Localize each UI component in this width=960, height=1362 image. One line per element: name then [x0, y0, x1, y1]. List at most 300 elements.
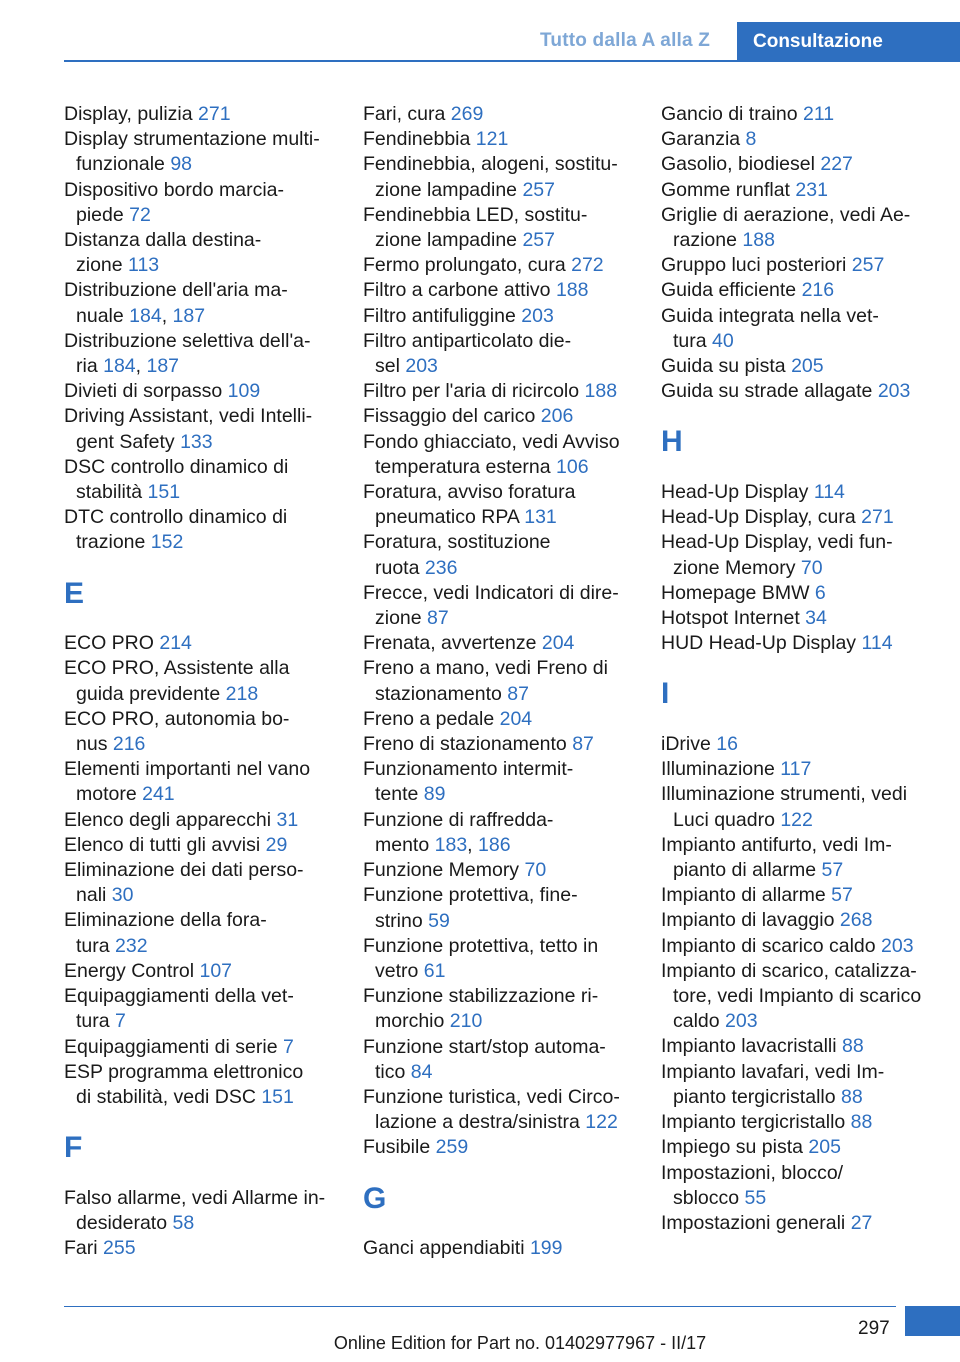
index-term: stazionamento	[375, 682, 508, 705]
index-entry	[363, 278, 641, 303]
index-term: sel	[375, 355, 406, 378]
page-link[interactable]: 186	[478, 833, 511, 856]
page-link[interactable]: 241	[142, 783, 175, 806]
index-term: Fermo prolungato, cura	[363, 254, 572, 277]
index-term: Elenco di tutti gli avvisi	[64, 833, 266, 856]
page-link[interactable]: 203	[877, 380, 911, 403]
page-link[interactable]: 216	[801, 279, 835, 302]
page-link[interactable]: 210	[449, 1010, 483, 1033]
page-link[interactable]: 204	[499, 707, 533, 730]
page-link[interactable]: 70	[800, 556, 823, 579]
index-term: vetro	[375, 959, 424, 982]
index-term: Illuminazione strumenti, vedi	[661, 783, 908, 806]
page-link[interactable]: 218	[225, 682, 259, 705]
index-term: Dispositivo bordo marcia-	[64, 178, 284, 201]
index-term: Freno di stazionamento	[363, 733, 573, 756]
page-link[interactable]: 205	[808, 1136, 841, 1159]
index-term: Impostazioni, blocco/	[661, 1161, 844, 1184]
index-term: Fendinebbia	[363, 128, 476, 151]
page-link[interactable]: 88	[841, 1035, 864, 1058]
page-link[interactable]: 203	[521, 304, 554, 327]
index-entry	[64, 707, 342, 757]
index-entry	[363, 379, 641, 404]
index-term: HUD Head-Up Display	[661, 632, 862, 655]
index-entry	[661, 253, 951, 278]
page-link[interactable]: 183	[434, 833, 468, 856]
index-term: motore	[76, 783, 143, 806]
index-term: Luci quadro	[673, 808, 781, 831]
page-link[interactable]: 114	[861, 632, 893, 655]
index-term: Elenco degli apparecchi	[64, 808, 277, 831]
index-entry	[363, 1236, 641, 1261]
page-link[interactable]: 72	[129, 203, 151, 226]
index-entry	[661, 480, 951, 505]
index-term: Fondo ghiacciato, vedi Avviso	[363, 430, 620, 453]
index-entry	[64, 1035, 342, 1060]
index-entry	[363, 404, 641, 429]
page-link[interactable]: 98	[170, 153, 193, 176]
index-entry	[64, 127, 342, 177]
index-entry	[661, 606, 951, 631]
page-link[interactable]: 31	[276, 808, 299, 831]
page-number: 297	[858, 1318, 890, 1339]
index-term: nus	[76, 733, 113, 756]
section-letter: F	[64, 1131, 83, 1165]
page-link[interactable]: 113	[128, 254, 160, 277]
page-link[interactable]: 114	[813, 481, 845, 504]
index-term: Display strumentazione multi-	[64, 128, 320, 151]
page-link[interactable]: 271	[861, 506, 894, 529]
page-link[interactable]: 30	[111, 884, 134, 907]
section-letter: I	[661, 677, 670, 711]
page-link[interactable]: 214	[159, 632, 192, 655]
index-term: pneumatico RPA	[375, 506, 525, 529]
index-entry	[363, 329, 641, 379]
page-link[interactable]: 59	[428, 909, 450, 932]
index-term: Gruppo luci posteriori	[661, 254, 852, 277]
index-term: Impianto di scarico caldo	[661, 934, 882, 957]
page-link[interactable]: 121	[475, 128, 509, 151]
index-entry	[661, 127, 951, 152]
index-term: Guida integrata nella vet-	[661, 304, 879, 327]
index-term: Falso allarme, vedi Allarme in-	[64, 1186, 326, 1209]
index-entry	[661, 1060, 951, 1110]
index-term: tente	[375, 783, 424, 806]
index-term: Hotspot Internet	[661, 607, 806, 630]
index-term: Gasolio, biodiesel	[661, 153, 821, 176]
section-letter: H	[661, 425, 683, 459]
page-link[interactable]: 205	[791, 355, 824, 378]
page-link[interactable]: 87	[427, 607, 449, 630]
index-term: Filtro antiparticolato die-	[363, 329, 572, 352]
index-term: ria	[76, 355, 104, 378]
index-entry	[661, 505, 951, 530]
index-entry	[64, 908, 342, 958]
index-term: Eliminazione della fora-	[64, 909, 267, 932]
section-title: Tutto dalla A alla Z	[540, 30, 711, 51]
index-term: tore, vedi Impianto di scarico	[673, 985, 922, 1008]
index-term: ECO PRO	[64, 632, 160, 655]
index-term: Illuminazione	[661, 758, 781, 781]
index-term: tura	[76, 1010, 116, 1033]
index-entry	[64, 984, 342, 1034]
index-entry	[661, 178, 951, 203]
index-term: Frecce, vedi Indicatori di dire-	[363, 581, 619, 604]
index-term: Funzione start/stop automa-	[363, 1035, 606, 1058]
index-entry	[363, 984, 641, 1034]
index-term: zione lampadine	[375, 229, 523, 252]
index-entry	[363, 858, 641, 883]
index-term: iDrive	[661, 733, 717, 756]
index-term: zione	[375, 607, 428, 630]
page-link[interactable]: 188	[584, 380, 618, 403]
index-term: Garanzia	[661, 128, 746, 151]
index-entry	[661, 304, 951, 354]
index-term: Funzione protettiva, tetto in	[363, 934, 599, 957]
index-term: Eliminazione dei dati perso-	[64, 859, 304, 882]
index-term: Impianto antifurto, vedi Im-	[661, 833, 892, 856]
index-entry	[363, 934, 641, 984]
index-term: Guida su pista	[661, 355, 792, 378]
page-link[interactable]: 40	[712, 329, 734, 352]
index-term: Distanza dalla destina-	[64, 229, 262, 252]
footer-rule	[64, 1306, 896, 1307]
index-term: Distribuzione selettiva dell'a-	[64, 329, 311, 352]
index-entry	[64, 505, 342, 555]
index-entry	[64, 631, 342, 656]
index-entry	[363, 530, 641, 580]
page-link[interactable]: 257	[522, 229, 555, 252]
index-entry	[661, 1110, 951, 1135]
index-entry	[64, 808, 342, 833]
index-entry	[363, 581, 641, 631]
index-term: Impianto di allarme	[661, 884, 832, 907]
index-entry	[64, 178, 342, 228]
index-term: lazione a destra/sinistra	[375, 1111, 586, 1134]
index-term: Funzione stabilizzazione ri-	[363, 985, 599, 1008]
index-entry	[363, 203, 641, 253]
index-column-2	[363, 102, 641, 1261]
index-entry	[363, 656, 641, 706]
index-term: Head-Up Display, cura	[661, 506, 862, 529]
page-link[interactable]: 257	[522, 178, 555, 201]
index-entry	[64, 1060, 342, 1110]
page-link[interactable]: 232	[115, 934, 148, 957]
index-term: Equipaggiamenti di serie	[64, 1035, 283, 1058]
page-link[interactable]: 269	[450, 103, 484, 125]
page-link[interactable]: 88	[841, 1085, 863, 1108]
index-term: gent Safety	[76, 430, 181, 453]
index-entry	[64, 102, 342, 127]
index-entry	[661, 1034, 951, 1059]
index-term: Driving Assistant, vedi Intelli-	[64, 405, 313, 428]
page-link[interactable]: 203	[881, 934, 914, 957]
page-link[interactable]: 87	[507, 682, 529, 705]
index-term: mento	[375, 833, 435, 856]
index-entry	[64, 1236, 342, 1261]
index-term: Filtro per l'aria di ricircolo	[363, 380, 585, 403]
page-link[interactable]: 151	[147, 481, 181, 504]
page-link[interactable]: 203	[725, 1010, 758, 1033]
index-entry	[64, 404, 342, 454]
index-entry	[363, 883, 641, 933]
index-entry	[661, 581, 951, 606]
index-term: DTC controllo dinamico di	[64, 506, 288, 529]
index-term: Freno a pedale	[363, 707, 500, 730]
page-link[interactable]: 199	[529, 1237, 563, 1260]
page-link[interactable]: 58	[172, 1211, 195, 1234]
index-term: tura	[76, 934, 116, 957]
index-term: temperatura esterna	[375, 455, 557, 478]
index-term: pianto tergicristallo	[673, 1085, 841, 1108]
index-term: Foratura, avviso foratura	[363, 481, 576, 504]
index-entry	[64, 656, 342, 706]
index-term: Fendinebbia, alogeni, sostitu-	[363, 153, 618, 176]
index-term: Funzionamento intermit-	[363, 758, 574, 781]
page-link[interactable]: 188	[742, 229, 775, 252]
index-term: Head-Up Display	[661, 481, 814, 504]
index-term: Funzione turistica, vedi Circo-	[363, 1085, 620, 1108]
page-link[interactable]: 227	[820, 153, 853, 176]
page-link[interactable]: 231	[795, 178, 828, 201]
page-link[interactable]: 133	[180, 430, 213, 453]
page-link[interactable]: 84	[410, 1060, 433, 1083]
page-link[interactable]: 184	[129, 304, 162, 327]
index-term: Guida efficiente	[661, 279, 802, 302]
page-link[interactable]: 61	[423, 959, 446, 982]
index-term: Griglie di aerazione, vedi Ae-	[661, 203, 911, 226]
index-term: Fari, cura	[363, 103, 451, 125]
page-link[interactable]: 268	[839, 909, 873, 932]
index-term: Elementi importanti nel vano	[64, 758, 311, 781]
index-entry	[661, 278, 951, 303]
page-link[interactable]: 107	[199, 959, 233, 982]
index-column-1	[64, 102, 342, 1261]
index-term: Impiego su pista	[661, 1136, 809, 1159]
index-entry: Distribuzione dell'aria ma- nuale 184, 187	[64, 279, 288, 327]
index-entry	[661, 530, 951, 580]
index-term: zione Memory	[673, 556, 801, 579]
index-term: morchio	[375, 1010, 450, 1033]
page-link[interactable]: 27	[850, 1211, 873, 1234]
index-term: Energy Control	[64, 959, 200, 982]
index-entry	[363, 430, 641, 480]
page-link[interactable]: 206	[540, 405, 574, 428]
index-entry	[661, 1161, 951, 1211]
index-entry	[64, 959, 342, 984]
index-term: strino	[375, 909, 429, 932]
index-entry	[363, 732, 641, 757]
index-term: ESP programma elettronico	[64, 1060, 304, 1083]
index-term: Homepage BMW	[661, 581, 815, 604]
index-term: guida previdente	[76, 682, 226, 705]
page-link[interactable]: 57	[831, 884, 853, 907]
index-term: tico	[375, 1060, 411, 1083]
page-header	[0, 0, 960, 62]
page-link[interactable]: 271	[198, 103, 231, 125]
index-term: Filtro a carbone attivo	[363, 279, 556, 302]
page-link[interactable]: 187	[146, 355, 180, 378]
page-link[interactable]: 8	[745, 128, 757, 151]
page-link[interactable]: 211	[803, 103, 835, 125]
index-term: sblocco	[673, 1186, 745, 1209]
page-link[interactable]: 122	[585, 1111, 618, 1134]
page-link[interactable]: 29	[265, 833, 288, 856]
section-letter: G	[363, 1181, 387, 1215]
index-term: Foratura, sostituzione	[363, 531, 551, 554]
index-term: zione lampadine	[375, 178, 523, 201]
index-entry	[363, 1085, 641, 1135]
index-entry	[64, 858, 342, 908]
index-entry	[661, 732, 951, 757]
index-term: Funzione di raffredda-	[363, 808, 554, 831]
page-link[interactable]: 57	[821, 859, 844, 882]
index-entry	[661, 782, 951, 832]
page-link[interactable]: 272	[571, 254, 604, 277]
index-term: trazione	[76, 531, 151, 554]
page-link[interactable]: 55	[744, 1186, 767, 1209]
index-term: nuale	[76, 304, 130, 327]
page-link[interactable]: 259	[435, 1136, 469, 1159]
index-term: Head-Up Display, vedi fun-	[661, 531, 893, 554]
page-link[interactable]: 7	[282, 1035, 294, 1058]
index-term: Fusibile	[363, 1136, 436, 1159]
edition-note: Online Edition for Part no. 01402977967 - II/17	[333, 1333, 707, 1353]
index-entry	[661, 1211, 951, 1236]
index-entry	[64, 379, 342, 404]
page-link[interactable]: 122	[780, 808, 813, 831]
index-term: Fissaggio del carico	[363, 405, 541, 428]
index-term: ruota	[375, 556, 425, 579]
page-link[interactable]: 131	[524, 506, 557, 529]
index-term: ECO PRO, autonomia bo-	[64, 707, 290, 730]
index-term: Funzione protettiva, fine-	[363, 884, 578, 907]
page-link[interactable]: 106	[556, 455, 589, 478]
index-term: nali	[76, 884, 112, 907]
index-entry	[64, 1186, 342, 1236]
index-term: Ganci appendiabiti	[363, 1237, 530, 1260]
index-entry	[363, 480, 641, 530]
index-term: Divieti di sorpasso	[64, 380, 228, 403]
index-entry	[661, 102, 951, 127]
page-link[interactable]: 203	[405, 355, 438, 378]
index-entry: Funzione di raffredda- mento 183, 186	[363, 808, 554, 856]
index-term: zione	[76, 254, 129, 277]
index-entry	[363, 304, 641, 329]
index-term: Impianto lavacristalli	[661, 1035, 842, 1058]
header-rule	[64, 60, 738, 62]
index-term: Gancio di traino	[661, 103, 803, 125]
page-link[interactable]: 151	[261, 1085, 294, 1108]
index-entry	[363, 707, 641, 732]
index-term: Impostazioni generali	[661, 1211, 851, 1234]
index-entry	[363, 1035, 641, 1085]
index-term: pianto di allarme	[673, 859, 822, 882]
page-link[interactable]: 117	[780, 758, 812, 781]
index-entry	[661, 152, 951, 177]
index-term: DSC controllo dinamico di	[64, 455, 289, 478]
index-term: stabilità	[76, 481, 148, 504]
index-column-3	[661, 102, 951, 1236]
page-link[interactable]: 109	[227, 380, 261, 403]
index-term: ECO PRO, Assistente alla	[64, 657, 290, 680]
index-term: Gomme runflat	[661, 178, 796, 201]
index-term: Equipaggiamenti della vet-	[64, 985, 294, 1008]
index-entry	[661, 631, 951, 656]
page-link[interactable]: 216	[112, 733, 146, 756]
index-term: Impianto di scarico, catalizza-	[661, 959, 917, 982]
index-entry	[661, 757, 951, 782]
index-term: Freno a mano, vedi Freno di	[363, 657, 608, 680]
page-link[interactable]: 87	[572, 733, 594, 756]
page-link[interactable]: 16	[716, 733, 738, 756]
index-entry	[661, 1135, 951, 1160]
index-entry	[363, 127, 641, 152]
index-entry	[661, 883, 951, 908]
index-term: Fendinebbia LED, sostitu-	[363, 203, 588, 226]
index-term: Impianto lavafari, vedi Im-	[661, 1060, 885, 1083]
index-term: Distribuzione dell'aria ma-	[64, 279, 288, 302]
index-entry: Distribuzione selettiva dell'a- ria 184, 187	[64, 329, 311, 378]
index-entry	[661, 833, 951, 883]
index-term: Fari	[64, 1237, 103, 1260]
page-link[interactable]: 188	[555, 279, 589, 302]
index-entry	[661, 908, 951, 933]
index-entry	[661, 934, 951, 959]
index-term: Display, pulizia	[64, 103, 199, 125]
index-term: di stabilità, vedi DSC	[76, 1085, 262, 1108]
index-term: Impianto di lavaggio	[661, 909, 840, 932]
page-link[interactable]: 34	[805, 607, 827, 630]
index-entry	[363, 253, 641, 278]
index-entry	[363, 102, 641, 127]
index-entry	[64, 228, 342, 278]
page-link[interactable]: 184	[103, 355, 136, 378]
index-entry	[363, 1135, 641, 1160]
index-term: Frenata, avvertenze	[363, 632, 542, 655]
page-link[interactable]: 6	[814, 581, 826, 604]
index-term: Impianto tergicristallo	[661, 1111, 851, 1134]
index-entry	[363, 631, 641, 656]
footer-accent-bar	[905, 1306, 960, 1336]
index-term: Funzione Memory	[363, 859, 525, 882]
page-link[interactable]: 89	[423, 783, 446, 806]
index-entry	[661, 959, 951, 1035]
index-term: razione	[673, 229, 743, 252]
page-link[interactable]: 236	[424, 556, 458, 579]
index-entry	[661, 379, 951, 404]
page-link[interactable]: 152	[150, 531, 184, 554]
page-link[interactable]: 257	[851, 254, 885, 277]
index-entry	[661, 354, 951, 379]
index-term: desiderato	[76, 1211, 173, 1234]
index-entry	[363, 757, 641, 807]
page-link[interactable]: 70	[524, 859, 547, 882]
index-term: caldo	[673, 1010, 726, 1033]
chapter-tab: Consultazione	[737, 22, 960, 62]
index-entry	[64, 455, 342, 505]
index-entry	[64, 833, 342, 858]
section-letter: E	[64, 576, 85, 610]
page-link[interactable]: 187	[172, 304, 206, 327]
page-link[interactable]: 7	[115, 1010, 126, 1033]
index-entry	[363, 152, 641, 202]
page-link[interactable]: 88	[850, 1111, 873, 1134]
index-term: tura	[673, 329, 713, 352]
page-link[interactable]: 255	[103, 1237, 136, 1260]
index-entry	[64, 757, 342, 807]
page-link[interactable]: 204	[541, 632, 575, 655]
